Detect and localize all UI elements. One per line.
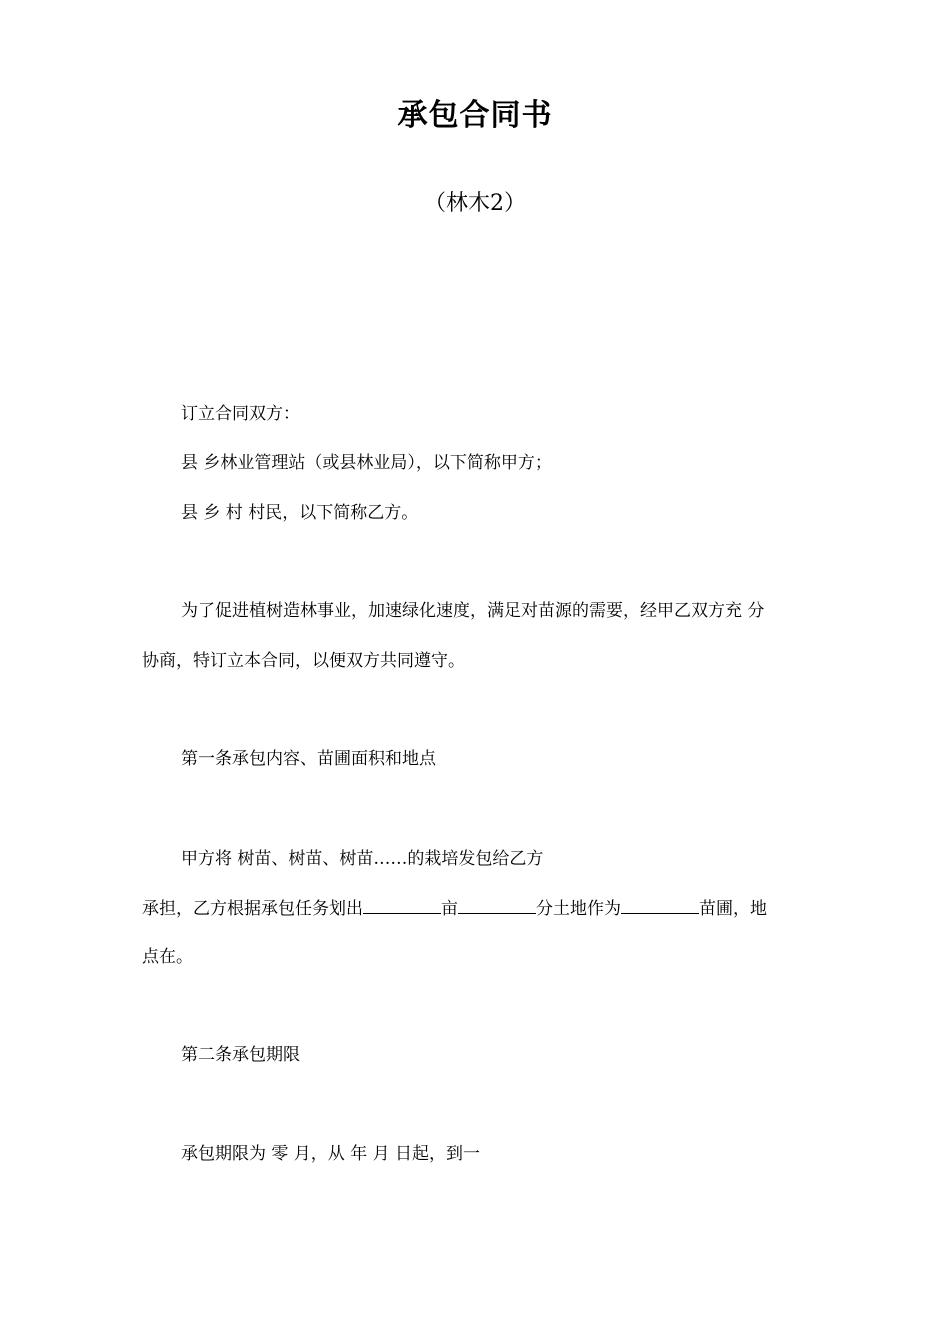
document-subtitle: （林木2） xyxy=(424,191,526,216)
article-2-line-1: 承包期限为 零 月，从 年 月 日起，到一 xyxy=(181,1144,481,1164)
fill-blank-mu xyxy=(363,897,441,914)
document-title: 承包合同书 xyxy=(397,98,553,133)
party-b-line: 县 乡 村 村民，以下简称乙方。 xyxy=(181,503,419,523)
article-1-line-3: 点在。 xyxy=(142,947,193,967)
purpose-line-2: 协商，特订立本合同，以便双方共同遵守。 xyxy=(142,651,465,671)
fill-blank-nursery xyxy=(621,897,699,914)
article-1-text-d: 苗圃，地 xyxy=(699,899,767,919)
purpose-line-1: 为了促进植树造林事业，加速绿化速度，满足对苗源的需要，经甲乙双方充 分 xyxy=(181,601,765,621)
article-1-text-c: 分土地作为 xyxy=(536,899,621,919)
article-1-line-1: 甲方将 树苗、树苗、树苗……的栽培发包给乙方 xyxy=(181,849,544,869)
fill-blank-fen xyxy=(458,897,536,914)
article-2-heading: 第二条承包期限 xyxy=(181,1045,300,1065)
article-1-text-a: 承担，乙方根据承包任务划出 xyxy=(142,899,363,919)
party-a-line: 县 乡林业管理站（或县林业局），以下简称甲方； xyxy=(181,453,552,473)
article-1-heading: 第一条承包内容、苗圃面积和地点 xyxy=(181,749,436,769)
parties-heading: 订立合同双方： xyxy=(181,404,300,424)
article-1-text-b: 亩 xyxy=(441,899,458,919)
article-1-line-2 xyxy=(142,897,767,921)
